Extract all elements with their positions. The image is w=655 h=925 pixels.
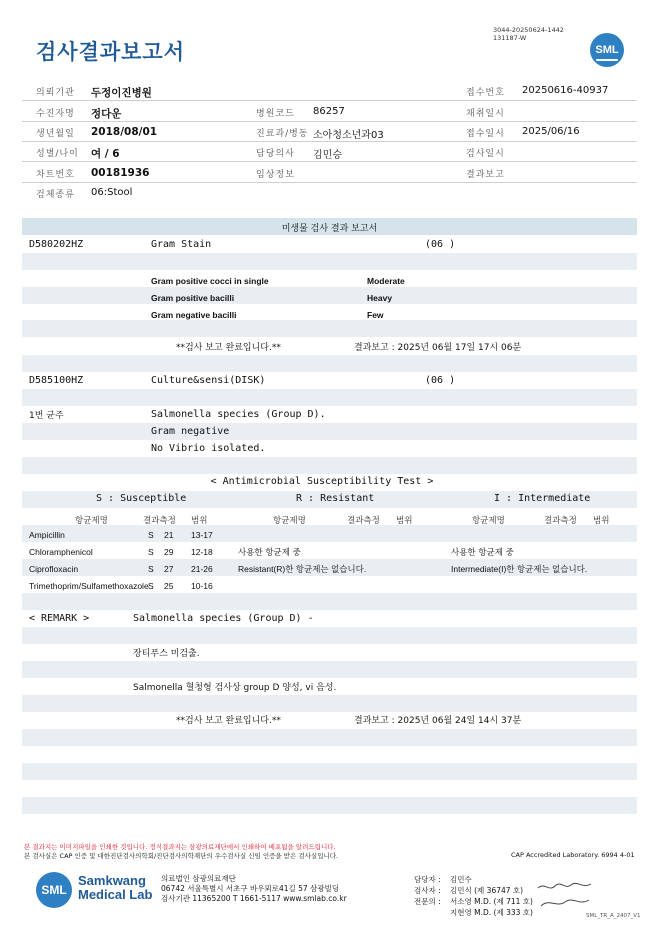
info-label: 차트번호 — [36, 170, 75, 180]
intermediate-note: Intermediate(I)한 항균제는 없습니다. — [451, 564, 588, 574]
col-head-result: 결과측정 — [143, 516, 176, 526]
test-specimen-number: (06 ) — [425, 375, 456, 386]
address-line: 검사기관 11365200 T 1661-5117 www.smlab.co.kr — [161, 894, 347, 903]
row-stripe — [22, 525, 637, 542]
report-complete-note: **검사 보고 완료입니다.** — [176, 716, 281, 726]
row-stripe — [22, 423, 637, 440]
drug-range: 21-26 — [191, 564, 213, 574]
staff-name: 서소영 M.D. (제 711 호) — [450, 897, 533, 906]
col-head-drug: 항균제명 — [75, 516, 108, 526]
info-label: 수진자명 — [36, 109, 75, 119]
info-label: 접수번호 — [466, 88, 505, 98]
info-value: 20250616-40937 — [522, 85, 609, 96]
remark-line: Salmonella species (Group D) - — [133, 613, 314, 624]
drug-value: 27 — [164, 564, 174, 574]
brand-line: Medical Lab — [78, 887, 153, 902]
drug-result: S — [148, 547, 154, 557]
staff-name: 김민식 (제 36747 호) — [450, 886, 524, 895]
organism-line: Gram negative — [151, 426, 230, 437]
staff-role: 담당자 : — [414, 875, 441, 884]
certification-note: 본 검사실은 CAP 인증 및 대한진단검사의학회/진단검사의학재단의 우수검사실 신임 인증을 받은 검사실입니다. — [24, 852, 339, 860]
legend-resistant: R : Resistant — [296, 493, 375, 504]
address-line: 의료법인 삼광의료재단 — [161, 874, 236, 883]
staff-role: 검사자 : — [414, 886, 441, 895]
info-value: 86257 — [313, 106, 345, 117]
info-label: 채취일시 — [466, 109, 505, 119]
row-stripe — [22, 355, 637, 372]
staff-name: 김민수 — [450, 875, 472, 884]
info-label: 검사일시 — [466, 149, 505, 159]
organism-line: No Vibrio isolated. — [151, 443, 266, 454]
gram-amount: Few — [367, 310, 384, 320]
drug-value: 25 — [164, 581, 174, 591]
drug-range: 10-16 — [191, 581, 213, 591]
info-value: 2025/06/16 — [522, 126, 580, 137]
row-stripe — [22, 287, 637, 304]
remark-line: 장티푸스 미검출. — [133, 649, 200, 659]
drug-value: 29 — [164, 547, 174, 557]
col-head-range: 범위 — [396, 516, 413, 526]
drug-name: Ciprofloxacin — [29, 564, 79, 574]
info-value: 정다운 — [91, 108, 122, 120]
lab-address — [161, 874, 347, 904]
page-title: 검사결과보고서 — [36, 40, 186, 64]
sml-footer-logo: SML — [36, 872, 72, 908]
test-code: D580202HZ — [29, 239, 84, 250]
info-row — [22, 182, 637, 203]
info-label: 진료과/병동 — [256, 129, 309, 139]
document-id — [493, 26, 564, 42]
info-row — [22, 141, 637, 162]
col-head-result: 결과측정 — [544, 516, 577, 526]
info-label: 임상정보 — [256, 170, 295, 180]
info-value: 00181936 — [91, 167, 150, 179]
info-row — [22, 80, 637, 101]
info-value: 소아청소년과03 — [313, 130, 384, 141]
col-head-drug: 항균제명 — [273, 516, 306, 526]
test-name: Culture&sensi(DISK) — [151, 375, 266, 386]
remark-label: < REMARK > — [29, 613, 90, 624]
gram-finding: Gram negative bacilli — [151, 310, 237, 320]
info-label: 병원코드 — [256, 109, 295, 119]
info-value: 2018/08/01 — [91, 126, 158, 138]
row-stripe — [22, 457, 637, 474]
form-code: SML_TR_A_2407_V1 — [586, 913, 641, 919]
drug-range: 12-18 — [191, 547, 213, 557]
staff-role: 전문의 : — [414, 897, 441, 906]
sml-logo: SML — [590, 33, 624, 67]
row-stripe — [22, 797, 637, 814]
col-head-drug: 항균제명 — [472, 516, 505, 526]
drug-range: 13-17 — [191, 530, 213, 540]
report-complete-note: **검사 보고 완료입니다.** — [176, 343, 281, 353]
remark-line: Salmonella 혈청형 검사상 group D 양성, vi 음성. — [133, 683, 337, 693]
row-stripe — [22, 729, 637, 746]
drug-name: Ampicillin — [29, 530, 65, 540]
row-stripe — [22, 695, 637, 712]
info-row — [22, 121, 637, 142]
section-title: 미생물 검사 결과 보고서 — [281, 224, 378, 234]
row-stripe — [22, 389, 637, 406]
drug-result: S — [148, 564, 154, 574]
col-head-range: 범위 — [593, 516, 610, 526]
row-stripe — [22, 593, 637, 610]
info-label: 생년월일 — [36, 129, 75, 139]
drug-value: 21 — [164, 530, 174, 540]
intermediate-note: 사용한 항균제 중 — [451, 548, 514, 558]
gram-amount: Moderate — [367, 276, 405, 286]
test-specimen-number: (06 ) — [425, 239, 456, 250]
info-label: 접수일시 — [466, 129, 505, 139]
info-label: 검체종류 — [36, 190, 75, 200]
info-value: 여 / 6 — [91, 148, 120, 160]
report-datetime: 결과보고 : 2025년 06월 24일 14시 37분 — [354, 716, 522, 726]
report-datetime: 결과보고 : 2025년 06월 17일 17시 06분 — [354, 343, 522, 353]
info-label: 성별/나이 — [36, 149, 79, 159]
col-head-range: 범위 — [191, 516, 208, 526]
resistant-note: 사용한 항균제 중 — [238, 548, 301, 558]
gram-amount: Heavy — [367, 293, 393, 303]
brand-name — [78, 874, 152, 902]
document-id-line: 131187-W — [493, 34, 527, 42]
resistant-note: Resistant(R)한 항균제는 없습니다. — [238, 564, 367, 574]
row-stripe — [22, 661, 637, 678]
print-disclaimer: 본 결과지는 이미지파일을 인쇄한 것입니다. 정식결과지는 삼광의료재단에서 인쇄하여 배포됨을 알려드립니다. — [24, 843, 336, 851]
test-name: Gram Stain — [151, 239, 212, 250]
staff-list — [414, 874, 533, 918]
col-head-result: 결과측정 — [347, 516, 380, 526]
gram-finding: Gram positive bacilli — [151, 293, 235, 303]
gram-finding: Gram positive cocci in single — [151, 276, 269, 286]
info-label: 결과보고 — [466, 170, 505, 180]
info-value: 김민승 — [313, 150, 342, 161]
legend-susceptible: S : Susceptible — [96, 493, 187, 504]
organism-line: Salmonella species (Group D). — [151, 409, 326, 420]
legend-intermediate: I : Intermediate — [494, 493, 591, 504]
test-code: D585100HZ — [29, 375, 84, 386]
info-row — [22, 162, 637, 183]
row-stripe — [22, 763, 637, 780]
address-line: 06742 서울특별시 서초구 바우뫼로41길 57 삼광빌딩 — [161, 884, 340, 893]
row-stripe — [22, 253, 637, 270]
drug-name: Trimethoprim/Sulfamethoxazole — [29, 581, 149, 591]
info-label: 담당의사 — [256, 149, 295, 159]
staff-name: 지현영 M.D. (제 333 호) — [450, 908, 533, 917]
info-row — [22, 101, 637, 122]
brand-line: Samkwang — [78, 873, 146, 888]
info-value: 두정이진병원 — [91, 87, 152, 99]
signature-image — [535, 880, 595, 912]
info-value: 06:Stool — [91, 187, 133, 198]
drug-name: Chloramphenicol — [29, 547, 93, 557]
organism-label: 1번 균주 — [29, 411, 64, 421]
info-label: 의뢰기관 — [36, 88, 75, 98]
drug-result: S — [148, 530, 154, 540]
row-stripe — [22, 320, 637, 337]
drug-result: S — [148, 581, 154, 591]
cap-accreditation: CAP Accredited Laboratory. 6994 4-01 — [511, 851, 635, 859]
ast-title: < Antimicrobial Susceptibility Test > — [210, 476, 434, 487]
document-id-line: 3044-20250624-1442 — [493, 26, 564, 34]
row-stripe — [22, 627, 637, 644]
